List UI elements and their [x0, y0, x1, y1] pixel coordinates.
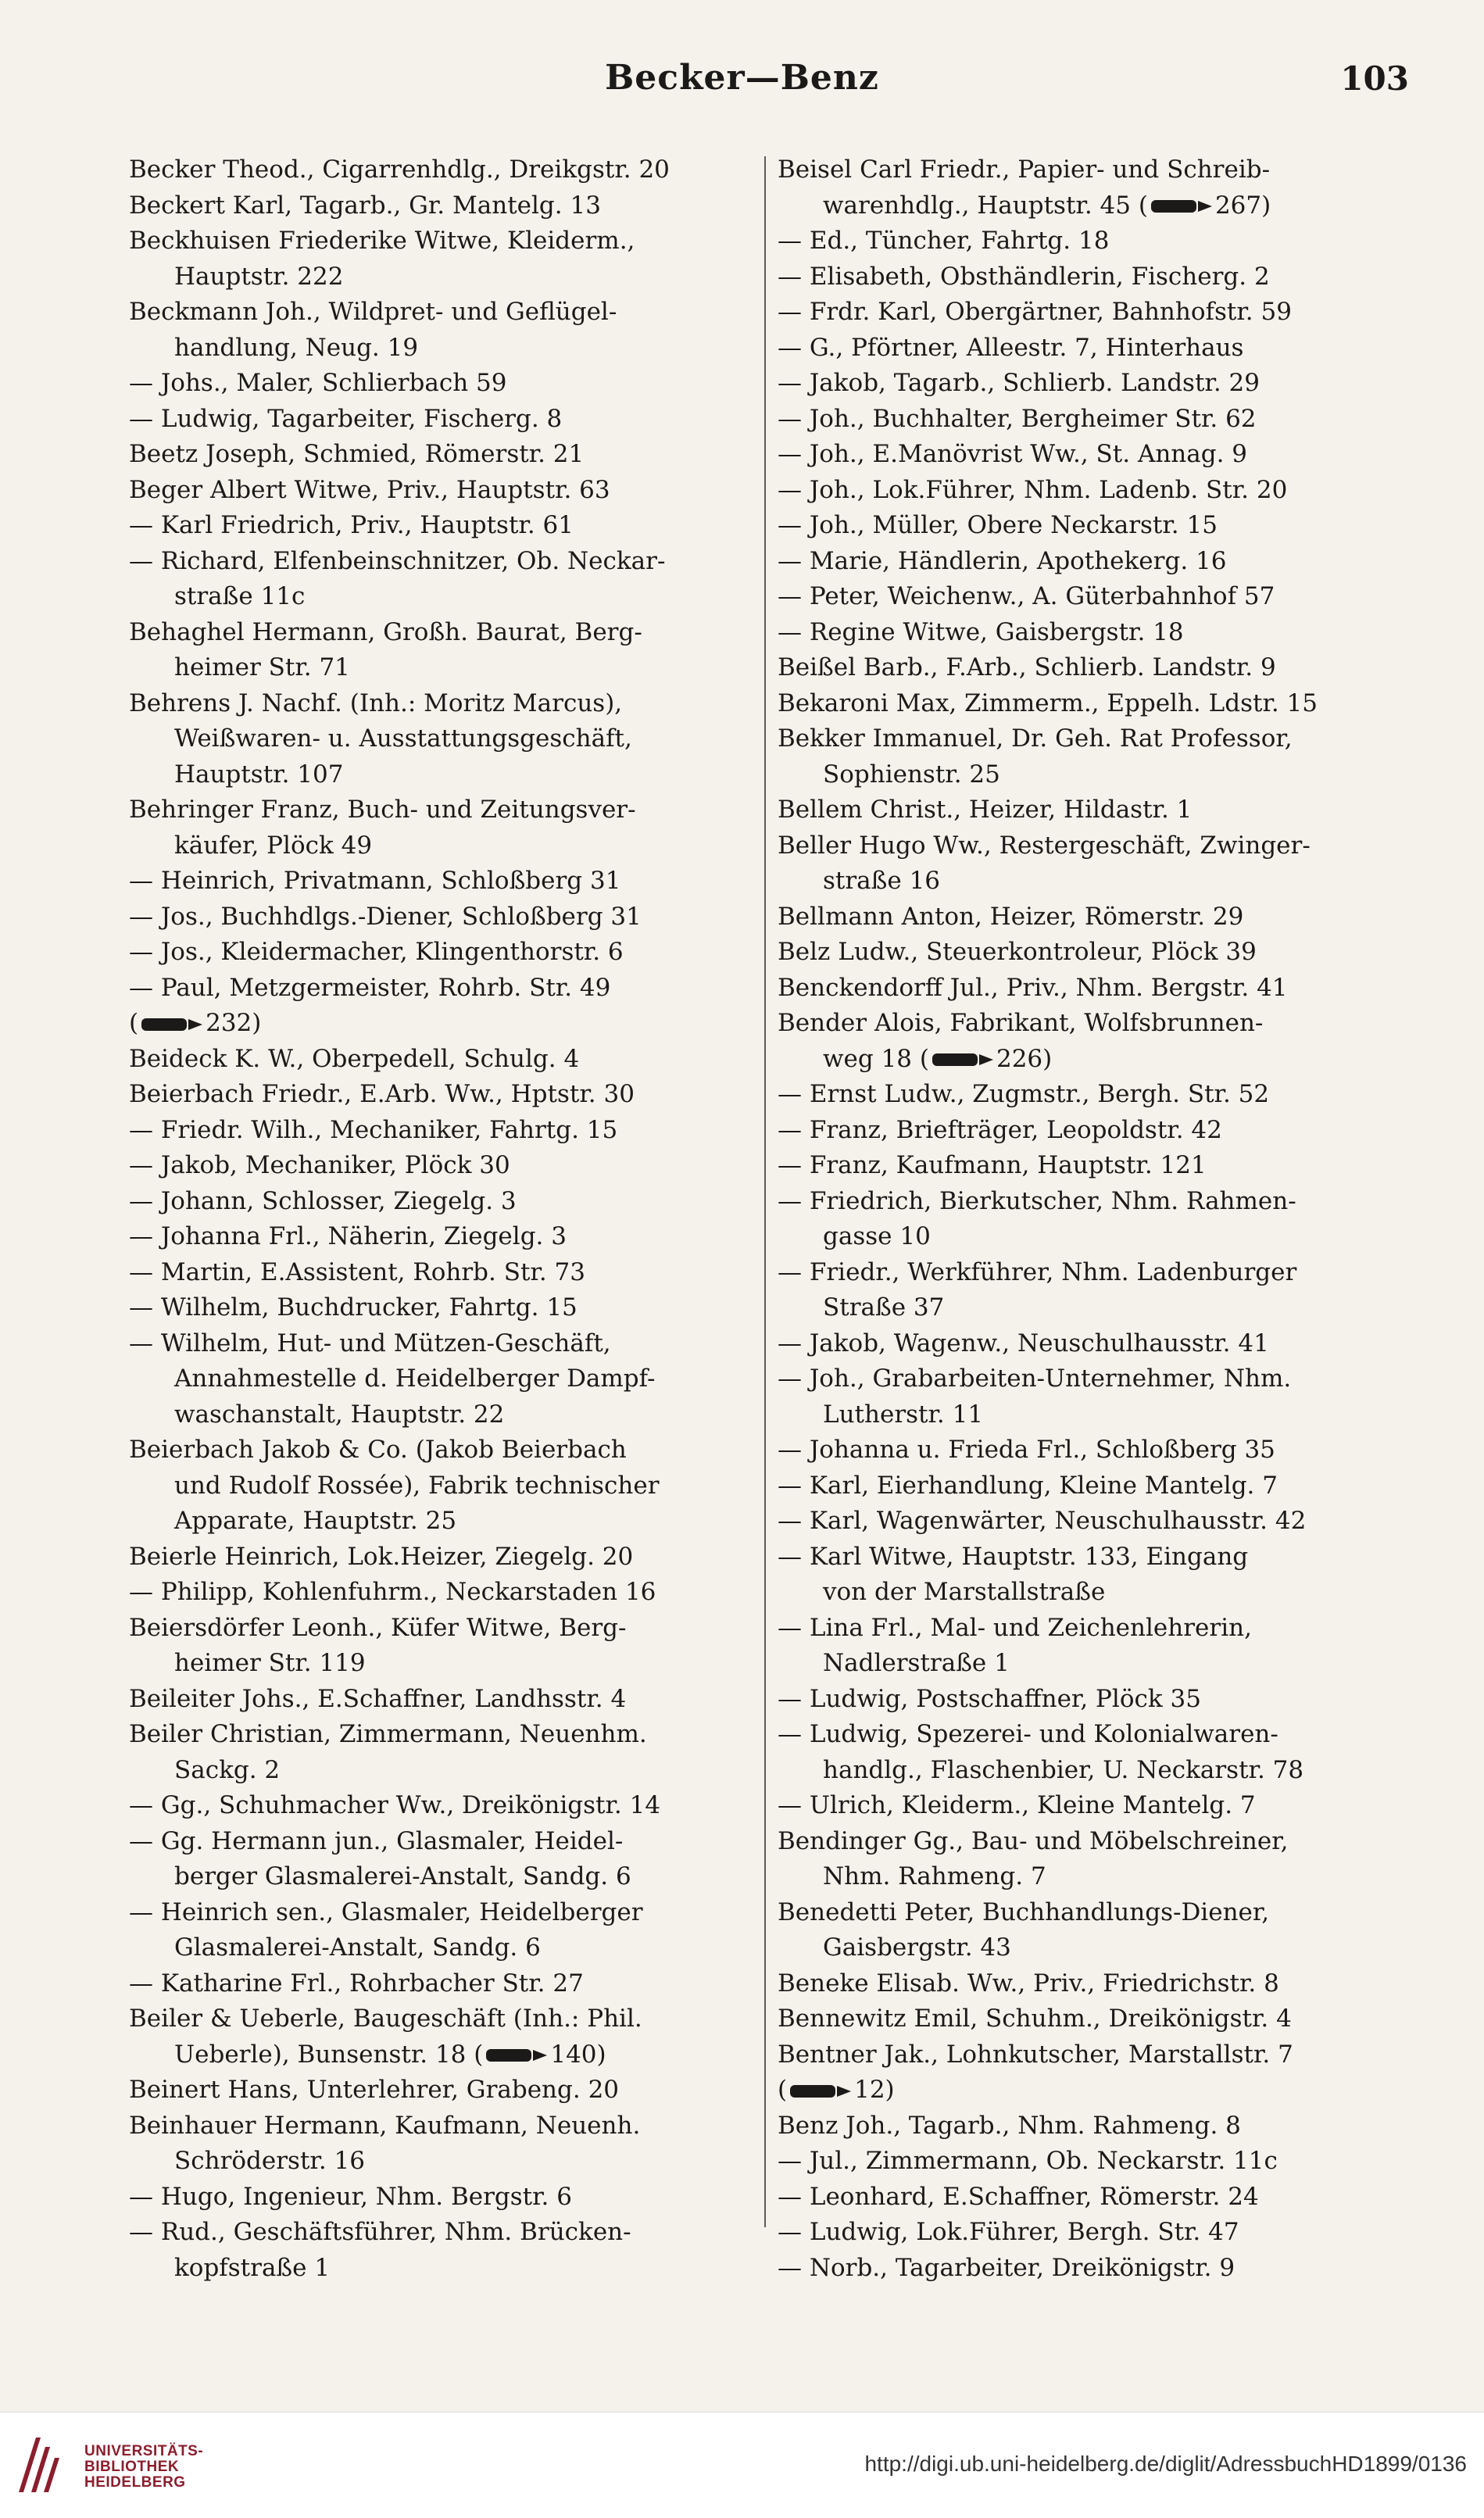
directory-entry	[129, 1326, 754, 1433]
directory-entry	[778, 1788, 1403, 1824]
entry-line: — Johann, Schlosser, Ziegelg. 3	[129, 1186, 517, 1215]
directory-entry	[129, 1611, 754, 1682]
telephone-icon	[1148, 198, 1215, 215]
directory-entry	[778, 437, 1403, 473]
logo-line: UNIVERSITÄTS-	[84, 2443, 204, 2459]
directory-entry	[129, 1682, 754, 1718]
entry-text: weg 18 (	[823, 1044, 929, 1073]
directory-entry	[129, 2215, 754, 2286]
entry-line: Sackg. 2	[174, 1755, 281, 1784]
entry-line: handlg., Flaschenbier, U. Neckarstr. 78	[823, 1755, 1304, 1784]
directory-entry	[778, 935, 1403, 971]
directory-entry	[778, 1184, 1403, 1255]
directory-entry	[778, 2215, 1403, 2251]
directory-entry	[129, 792, 754, 864]
entry-line: — Jakob, Mechaniker, Plöck 30	[129, 1151, 510, 1179]
entry-line: Beideck K. W., Oberpedell, Schulg. 4	[129, 1044, 580, 1073]
entry-line: — Franz, Briefträger, Leopoldstr. 42	[778, 1115, 1222, 1144]
entry-line: — Ed., Tüncher, Fahrtg. 18	[778, 227, 1110, 255]
entry-line: handlung, Neug. 19	[174, 333, 419, 362]
library-logo-text	[84, 2444, 203, 2491]
entry-line: Beierbach Jakob & Co. (Jakob Beierbach	[129, 1436, 627, 1464]
directory-entry	[129, 152, 754, 188]
entry-line: straße 16	[823, 867, 941, 895]
directory-entry	[778, 1611, 1403, 1682]
logo-line: HEIDELBERG	[84, 2474, 186, 2491]
directory-entry	[129, 473, 754, 509]
entry-line: — Heinrich sen., Glasmaler, Heidelberger	[129, 1897, 643, 1926]
entry-line: und Rudolf Rossée), Fabrik technischer	[174, 1471, 660, 1500]
directory-entry	[778, 971, 1403, 1007]
entry-line: Benedetti Peter, Buchhandlungs-Diener,	[778, 1897, 1270, 1926]
entry-line: Lutherstr. 11	[823, 1400, 984, 1429]
entry-line: Nadlerstraße 1	[823, 1649, 1010, 1677]
entry-line: Beiler & Ueberle, Baugeschäft (Inh.: Phil.	[129, 2005, 642, 2033]
entry-line: Beller Hugo Ww., Restergeschäft, Zwinger-	[778, 831, 1311, 860]
directory-entry	[778, 152, 1403, 224]
directory-entry	[778, 721, 1403, 792]
entry-line: — Joh., Lok.Führer, Nhm. Ladenb. Str. 20	[778, 475, 1288, 504]
entry-line: — Frdr. Karl, Obergärtner, Bahnhofstr. 59	[778, 298, 1292, 326]
directory-entry	[778, 686, 1403, 722]
entry-line: — Jakob, Wagenw., Neuschulhausstr. 41	[778, 1329, 1269, 1357]
entry-line: Beetz Joseph, Schmied, Römerstr. 21	[129, 440, 585, 468]
telephone-number: 12)	[854, 2076, 895, 2104]
entry-line	[129, 2037, 754, 2073]
entry-line: Beger Albert Witwe, Priv., Hauptstr. 63	[129, 475, 610, 504]
entry-line: Belz Ludw., Steuerkontroleur, Plöck 39	[778, 938, 1257, 966]
directory-entry	[129, 295, 754, 366]
entry-line: Beiersdörfer Leonh., Küfer Witwe, Berg-	[129, 1613, 627, 1642]
entry-line: — Joh., E.Manövrist Ww., St. Annag. 9	[778, 440, 1248, 468]
directory-entry	[778, 1255, 1403, 1326]
entry-line: — Elisabeth, Obsthändlerin, Fischerg. 2	[778, 262, 1270, 291]
entry-line: Hauptstr. 222	[174, 262, 344, 291]
directory-entry	[778, 2037, 1403, 2073]
entry-line: kopfstraße 1	[174, 2253, 331, 2282]
entry-line: — Ludwig, Lok.Führer, Bergh. Str. 47	[778, 2218, 1239, 2246]
directory-entry	[778, 650, 1403, 686]
entry-line: — Wilhelm, Hut- und Mützen-Geschäft,	[129, 1329, 611, 1357]
entry-line: — Peter, Weichenw., A. Güterbahnhof 57	[778, 582, 1275, 610]
entry-line: — Franz, Kaufmann, Hauptstr. 121	[778, 1151, 1207, 1179]
entry-line: — Marie, Händlerin, Apothekerg. 16	[778, 546, 1227, 575]
directory-entry	[129, 1148, 754, 1184]
entry-text: (	[129, 1009, 139, 1037]
entry-line: — Philipp, Kohlenfuhrm., Neckarstaden 16	[129, 1578, 656, 1606]
entry-line: berger Glasmalerei-Anstalt, Sandg. 6	[174, 1862, 631, 1890]
entry-line: Bekker Immanuel, Dr. Geh. Rat Professor,	[778, 724, 1293, 753]
telephone-number: 267)	[1214, 191, 1271, 220]
entry-line: Beckhuisen Friederike Witwe, Kleiderm.,	[129, 227, 635, 255]
directory-entry	[778, 2144, 1403, 2180]
directory-entry	[778, 1504, 1403, 1540]
entry-line: Benckendorff Jul., Priv., Nhm. Bergstr. 41	[778, 973, 1288, 1002]
entry-line: Beileiter Johs., E.Schaffner, Landhsstr. 4	[129, 1684, 627, 1713]
entry-line: — Joh., Buchhalter, Bergheimer Str. 62	[778, 404, 1257, 433]
directory-entry	[129, 1255, 754, 1291]
directory-entry	[129, 1042, 754, 1078]
entry-line: Beneke Elisab. Ww., Priv., Friedrichstr. 8	[778, 1969, 1279, 1998]
directory-entry	[129, 935, 754, 971]
directory-entry	[129, 686, 754, 793]
entry-line: — Regine Witwe, Gaisbergstr. 18	[778, 617, 1184, 646]
entry-line	[778, 2073, 1403, 2108]
left-column	[129, 152, 754, 2286]
entry-line: Beierbach Friedr., E.Arb. Ww., Hptstr. 30	[129, 1080, 635, 1108]
directory-entry	[129, 1824, 754, 1895]
directory-entry	[778, 1113, 1403, 1149]
directory-entry	[778, 2073, 1403, 2108]
directory-entry	[129, 1575, 754, 1611]
directory-entry	[129, 1006, 754, 1042]
entry-line: — Friedr. Wilh., Mechaniker, Fahrtg. 15	[129, 1115, 618, 1144]
entry-line: Nhm. Rahmeng. 7	[823, 1862, 1046, 1890]
logo-line: BIBLIOTHEK	[84, 2459, 180, 2475]
directory-entry	[129, 2108, 754, 2180]
directory-entry	[129, 544, 754, 615]
directory-entry	[129, 1432, 754, 1540]
entry-line: — Joh., Müller, Obere Neckarstr. 15	[778, 511, 1218, 539]
directory-entry	[778, 1717, 1403, 1788]
directory-entry	[129, 1717, 754, 1788]
entry-line: — Katharine Frl., Rohrbacher Str. 27	[129, 1969, 584, 1998]
entry-line: — Martin, E.Assistent, Rohrb. Str. 73	[129, 1257, 585, 1286]
directory-entry	[129, 1077, 754, 1113]
telephone-icon	[929, 1051, 996, 1068]
directory-entry	[129, 864, 754, 900]
entry-line: — Paul, Metzgermeister, Rohrb. Str. 49	[129, 973, 611, 1002]
entry-line: Bendinger Gg., Bau- und Möbelschreiner,	[778, 1826, 1289, 1855]
directory-entry	[778, 402, 1403, 438]
entry-line: — G., Pförtner, Alleestr. 7, Hinterhaus	[778, 333, 1244, 362]
entry-line: — Gg., Schuhmacher Ww., Dreikönigstr. 14	[129, 1791, 661, 1819]
directory-entry	[129, 402, 754, 438]
directory-entry	[129, 1290, 754, 1326]
entry-text: (	[778, 2076, 788, 2104]
right-column	[778, 152, 1403, 2286]
telephone-icon	[138, 1016, 206, 1033]
directory-entry	[778, 259, 1403, 295]
directory-entry	[778, 366, 1403, 402]
viewer-footer	[0, 2412, 1484, 2518]
directory-entry	[129, 508, 754, 544]
directory-entry	[129, 2001, 754, 2073]
directory-entry	[778, 1006, 1403, 1077]
directory-entry	[778, 792, 1403, 828]
directory-entry	[129, 2073, 754, 2108]
entry-line: Schröderstr. 16	[174, 2147, 365, 2175]
directory-entry	[129, 366, 754, 402]
entry-line: Behringer Franz, Buch- und Zeitungsver-	[129, 796, 636, 824]
directory-entry	[778, 473, 1403, 509]
directory-entry	[778, 224, 1403, 259]
entry-line: Beinert Hans, Unterlehrer, Grabeng. 20	[129, 2076, 620, 2104]
entry-line: — Karl, Eierhandlung, Kleine Mantelg. 7	[778, 1471, 1278, 1500]
directory-entry	[129, 615, 754, 686]
entry-line: Annahmestelle d. Heidelberger Dampf-	[174, 1365, 656, 1393]
entry-line: heimer Str. 119	[174, 1649, 366, 1677]
telephone-icon	[483, 2047, 550, 2064]
running-head: Becker—Benz	[605, 58, 879, 98]
entry-line: Beißel Barb., F.Arb., Schlierb. Landstr. 9	[778, 653, 1276, 681]
directory-entry	[778, 1682, 1403, 1718]
entry-line: Benz Joh., Tagarb., Nhm. Rahmeng. 8	[778, 2111, 1241, 2140]
entry-line: — Gg. Hermann jun., Glasmaler, Heidel-	[129, 1826, 624, 1855]
entry-line	[778, 188, 1403, 224]
entry-line: Sophienstr. 25	[823, 760, 1000, 789]
entry-text: Ueberle), Bunsenstr. 18 (	[174, 2040, 484, 2069]
entry-line: Hauptstr. 107	[174, 760, 344, 789]
entry-line: heimer Str. 71	[174, 653, 350, 681]
entry-line: Bellem Christ., Heizer, Hildastr. 1	[778, 796, 1193, 824]
directory-entry	[778, 615, 1403, 651]
directory-entry	[129, 971, 754, 1007]
directory-entry	[129, 1895, 754, 1966]
entry-line: — Jakob, Tagarb., Schlierb. Landstr. 29	[778, 369, 1260, 397]
entry-line: Apparate, Hauptstr. 25	[174, 1507, 457, 1535]
entry-line: gasse 10	[823, 1222, 931, 1250]
entry-line: Gaisbergstr. 43	[823, 1933, 1011, 1962]
directory-entry	[778, 1361, 1403, 1432]
directory-entry	[778, 2251, 1403, 2287]
directory-entry	[129, 188, 754, 224]
entry-line: Behaghel Hermann, Großh. Baurat, Berg-	[129, 617, 642, 646]
source-url-link[interactable]: http://digi.ub.uni-heidelberg.de/diglit/AdressbuchHD1899/0136	[864, 2452, 1467, 2476]
entry-line: Bender Alois, Fabrikant, Wolfsbrunnen-	[778, 1009, 1264, 1037]
directory-entry	[778, 2108, 1403, 2144]
directory-entry	[778, 1326, 1403, 1362]
directory-entry	[778, 544, 1403, 580]
directory-entry	[129, 224, 754, 295]
column-divider	[764, 156, 766, 2227]
entry-line: — Ludwig, Spezerei- und Kolonialwaren-	[778, 1720, 1278, 1748]
directory-entry	[778, 1468, 1403, 1504]
telephone-icon	[787, 2083, 854, 2100]
directory-entry	[778, 579, 1403, 615]
entry-line: — Karl, Wagenwärter, Neuschulhausstr. 42	[778, 1507, 1307, 1535]
entry-line: Bennewitz Emil, Schuhm., Dreikönigstr. 4	[778, 2005, 1292, 2033]
entry-line: — Ulrich, Kleiderm., Kleine Mantelg. 7	[778, 1791, 1256, 1819]
entry-line: — Joh., Grabarbeiten-Unternehmer, Nhm.	[778, 1365, 1292, 1393]
entry-line: — Hugo, Ingenieur, Nhm. Bergstr. 6	[129, 2182, 572, 2211]
entry-line: waschanstalt, Hauptstr. 22	[174, 1400, 505, 1429]
directory-entry	[778, 1432, 1403, 1468]
entry-line: Becker Theod., Cigarrenhdlg., Dreikgstr. 20	[129, 156, 670, 184]
entry-line: — Wilhelm, Buchdrucker, Fahrtg. 15	[129, 1293, 578, 1322]
directory-entry	[129, 437, 754, 473]
telephone-number: 232)	[206, 1009, 262, 1037]
entry-line: Beiler Christian, Zimmermann, Neuenhm.	[129, 1720, 647, 1748]
entry-text: warenhdlg., Hauptstr. 45 (	[823, 191, 1148, 220]
entry-line: Behrens J. Nachf. (Inh.: Moritz Marcus),	[129, 689, 623, 717]
entry-line: — Johs., Maler, Schlierbach 59	[129, 369, 507, 397]
directory-entry	[129, 1966, 754, 2002]
directory-entry	[778, 1540, 1403, 1611]
entry-line: straße 11c	[174, 582, 306, 610]
entry-line: — Heinrich, Privatmann, Schloßberg 31	[129, 867, 621, 895]
entry-line: — Rud., Geschäftsführer, Nhm. Brücken-	[129, 2218, 631, 2246]
directory-entry	[778, 1148, 1403, 1184]
directory-entry	[129, 2180, 754, 2216]
directory-entry	[778, 1824, 1403, 1895]
entry-line: Beisel Carl Friedr., Papier- und Schreib-	[778, 156, 1271, 184]
directory-entry	[778, 1966, 1403, 2002]
entry-line: Beckmann Joh., Wildpret- und Geflügel-	[129, 298, 617, 326]
entry-line: — Jos., Kleidermacher, Klingenthorstr. 6	[129, 938, 624, 966]
entry-line: — Ludwig, Tagarbeiter, Fischerg. 8	[129, 404, 563, 433]
directory-entry	[129, 1540, 754, 1576]
directory-entry	[129, 1113, 754, 1149]
entry-line: Straße 37	[823, 1293, 945, 1322]
directory-entry	[778, 331, 1403, 367]
entry-line: von der Marstallstraße	[823, 1578, 1106, 1606]
entry-line: — Karl Friedrich, Priv., Hauptstr. 61	[129, 511, 574, 539]
entry-line: Beinhauer Hermann, Kaufmann, Neuenh.	[129, 2111, 641, 2140]
telephone-number: 226)	[996, 1044, 1053, 1073]
directory-entry	[778, 1077, 1403, 1113]
directory-entry	[129, 1184, 754, 1220]
page-number: 103	[1340, 59, 1409, 98]
telephone-number: 140)	[550, 2040, 606, 2069]
entry-line: Bellmann Anton, Heizer, Römerstr. 29	[778, 902, 1244, 931]
entry-line: — Norb., Tagarbeiter, Dreikönigstr. 9	[778, 2253, 1235, 2282]
directory-entry	[778, 828, 1403, 900]
entry-line: Bekaroni Max, Zimmerm., Eppelh. Ldstr. 15	[778, 689, 1318, 717]
directory-entry	[778, 295, 1403, 331]
entry-line: — Friedr., Werkführer, Nhm. Ladenburger	[778, 1257, 1297, 1286]
entry-line: Weißwaren- u. Ausstattungsgeschäft,	[174, 724, 632, 753]
entry-line: — Lina Frl., Mal- und Zeichenlehrerin,	[778, 1613, 1252, 1642]
university-library-logo-icon	[13, 2430, 67, 2500]
entry-line	[129, 1006, 754, 1042]
entry-line: Beckert Karl, Tagarb., Gr. Mantelg. 13	[129, 191, 601, 220]
directory-entry	[778, 508, 1403, 544]
entry-line: — Friedrich, Bierkutscher, Nhm. Rahmen-	[778, 1186, 1296, 1215]
directory-entry	[129, 900, 754, 935]
directory-entry	[778, 1895, 1403, 1966]
directory-entry	[129, 1219, 754, 1255]
entry-line: Bentner Jak., Lohnkutscher, Marstallstr. 7	[778, 2040, 1293, 2069]
entry-line: — Jos., Buchhdlgs.-Diener, Schloßberg 31	[129, 902, 642, 931]
directory-entry	[129, 1788, 754, 1824]
entry-line: — Leonhard, E.Schaffner, Römerstr. 24	[778, 2182, 1259, 2211]
entry-line: käufer, Plöck 49	[174, 831, 373, 860]
entry-line: Beierle Heinrich, Lok.Heizer, Ziegelg. 20	[129, 1542, 634, 1571]
entry-line: Glasmalerei-Anstalt, Sandg. 6	[174, 1933, 541, 1962]
entry-line: — Ernst Ludw., Zugmstr., Bergh. Str. 52	[778, 1080, 1270, 1108]
directory-entry	[778, 2180, 1403, 2216]
entry-line: — Richard, Elfenbeinschnitzer, Ob. Neckar-	[129, 546, 666, 575]
entry-line: — Jul., Zimmermann, Ob. Neckarstr. 11c	[778, 2147, 1278, 2175]
directory-entry	[778, 900, 1403, 935]
entry-line: — Karl Witwe, Hauptstr. 133, Eingang	[778, 1542, 1249, 1571]
entry-line: — Johanna u. Frieda Frl., Schloßberg 35	[778, 1436, 1275, 1464]
entry-line: — Johanna Frl., Näherin, Ziegelg. 3	[129, 1222, 567, 1250]
directory-entry	[778, 2001, 1403, 2037]
entry-line: — Ludwig, Postschaffner, Plöck 35	[778, 1684, 1201, 1713]
page-header	[0, 58, 1484, 113]
entry-line	[778, 1042, 1403, 1078]
